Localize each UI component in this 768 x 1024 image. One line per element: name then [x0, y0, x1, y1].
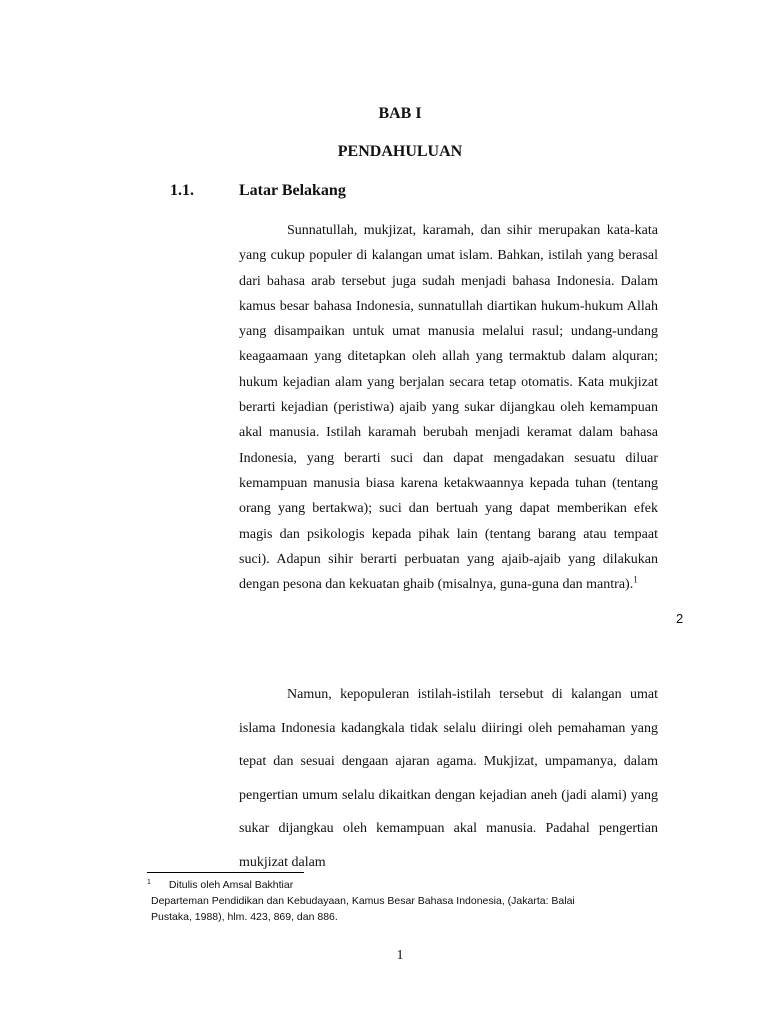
- paragraph-1: [239, 218, 658, 597]
- footnote-marker: 1: [147, 878, 151, 886]
- side-number: 2: [676, 611, 684, 626]
- section-number: 1.1.: [170, 182, 194, 199]
- section-title: Latar Belakang: [239, 182, 346, 199]
- paragraph-2-text: Namun, kepopuleran istilah-istilah tersebut di kalangan umat islama Indonesia kadangkala tidak selalu diiringi oleh pemahaman yang tepat dan sesuai dengaan ajaran agama. Mukjizat, umpamanya, dalam pengertian umum selalu dikaitkan dengan kejadian aneh (jadi alami) yang sukar dijangkau oleh kemampuan akal manusia. Padahal pengertian mukjizat dalam: [239, 687, 658, 870]
- page-number: 1: [396, 948, 404, 963]
- footnote-separator: [147, 872, 304, 873]
- chapter-number: BAB I: [378, 105, 422, 122]
- footnote-line-1: [147, 877, 617, 893]
- paragraph-1-text: Sunnatullah, mukjizat, karamah, dan sihir merupakan kata-kata yang cukup populer di kalangan umat islam. Bahkan, istilah yang berasal dari bahasa arab tersebut juga sudah menjadi bahasa Indonesia. Dalam kamus besar bahasa Indonesia, sunnatullah diartikan hukum-hukum Allah yang disampaikan untuk umat manusia melalui rasul; undang-undang keagaamaan yang ditetapkan oleh allah yang termaktub dalam alquran; hukum kejadian alam yang berjalan secara tetap otomatis. Kata mukjizat berarti kejadian (peristiwa) ajaib yang sukar dijangkau oleh kemampuan akal manusia. Istilah karamah berubah menjadi keramat dalam bahasa Indonesia, yang berarti suci dan dapat mengadakan sesuatu diluar kemampuan manusia biasa karena ketakwaannya kepada tuhan (tentang orang yang bertakwa); suci dan bertuah yang dapat memberikan efek magis dan psikologis kepada pihak lain (tentang barang atau tempaat suci). Adapun sihir berarti perbuatan yang ajaib-ajaib yang dilakukan dengan pesona dan kekuatan ghaib (misalnya, guna-guna dan mantra).: [239, 223, 658, 593]
- paragraph-2: [239, 678, 658, 879]
- chapter-title: PENDAHULUAN: [337, 143, 463, 160]
- footnote-reference[interactable]: 1: [633, 574, 638, 585]
- footnote-citation: Departeman Pendidikan dan Kebudayaan, Kamus Besar Bahasa Indonesia, (Jakarta: Balai Pustaka, 1988), hlm. 423, 869, dan 886.: [151, 895, 575, 923]
- footnote: [147, 877, 617, 925]
- footnote-author: Ditulis oleh Amsal Bakhtiar: [168, 879, 294, 891]
